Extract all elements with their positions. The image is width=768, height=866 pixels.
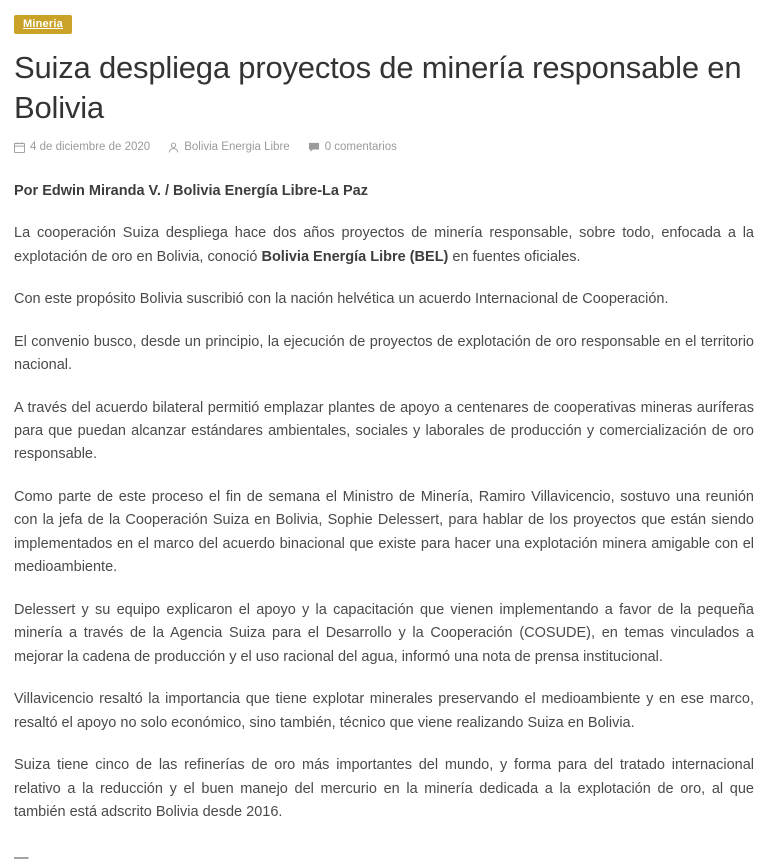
article-paragraph (14, 288, 754, 311)
text-run: en fuentes oficiales. (448, 248, 581, 265)
user-icon (168, 142, 179, 153)
text-run: Villavicencio resaltó la importancia que tiene explotar minerales preservando el medioambiente y en ese marco, resaltó el apoyo no solo económico, sino también, técnico que viene realizando Suiza en Bolivia. (14, 691, 754, 731)
article-paragraph (14, 754, 754, 824)
meta-author (168, 141, 289, 153)
comment-icon (308, 142, 320, 153)
article-body (14, 222, 754, 825)
article-byline: Por Edwin Miranda V. / Bolivia Energía Libre-La Paz (14, 183, 368, 200)
text-run: Delessert y su equipo explicaron el apoyo y la capacitación que vienen implementando a favor de la pequeña minería a través de la Agencia Suiza para el Desarrollo y la Cooperación (COSUDE), en temas vinculados a mejorar la cadena de producción y el uso racional del agua, informó una nota de prensa institucional. (14, 601, 754, 665)
article-paragraph (14, 222, 754, 269)
category-badge[interactable]: Mineria (14, 15, 72, 34)
article-paragraph (14, 599, 754, 669)
article-paragraph (14, 397, 754, 467)
meta-date (14, 141, 150, 153)
meta-comments-link[interactable]: 0 comentarios (324, 141, 397, 154)
meta-comments (308, 141, 397, 153)
page-title: Suiza despliega proyectos de minería responsable en Bolivia (14, 50, 742, 125)
text-run: El convenio busco, desde un principio, la ejecución de proyectos de explotación de oro responsable en el territorio nacional. (14, 333, 754, 374)
text-run: A través del acuerdo bilateral permitió emplazar plantes de apoyo a centenares de cooperativas mineras auríferas para que puedan alcanzar estándares ambientales, sociales y laborales de producción y comercialización de oro responsable. (14, 399, 754, 463)
trailing-dash: — (14, 849, 29, 866)
meta-author-link[interactable]: Bolivia Energia Libre (184, 141, 290, 154)
article-paragraph (14, 688, 754, 735)
article-paragraph (14, 486, 754, 580)
emphasis-text: Bolivia Energía Libre (BEL) (261, 248, 449, 265)
article-meta (14, 141, 754, 153)
text-run: Como parte de este proceso el fin de semana el Ministro de Minería, Ramiro Villavicencio, sostuvo una reunión con la jefa de la Cooperación Suiza en Bolivia, Sophie Delessert, para hablar de los proyectos que están siendo implementados en el marco del acuerdo binacional que existe para hacer una explotación minera amigable con el medioambiente. (14, 488, 754, 576)
text-run: Suiza tiene cinco de las refinerías de oro más importantes del mundo, y forma para del tratado internacional relativo a la reducción y el buen manejo del mercurio en la minería dedicada a la explotación de oro, al que también está adscrito Bolivia desde 2016. (14, 757, 754, 821)
calendar-icon (14, 142, 25, 153)
meta-date-text: 4 de diciembre de 2020 (30, 141, 151, 154)
text-run: La cooperación Suiza despliega hace dos años proyectos de minería responsable, sobre todo, enfocada a la explotación de oro en Bolivia, conoció (14, 225, 754, 265)
article-paragraph (14, 331, 754, 378)
text-run: Con este propósito Bolivia suscribió con la nación helvética un acuerdo Internacional de Cooperación. (14, 291, 669, 308)
